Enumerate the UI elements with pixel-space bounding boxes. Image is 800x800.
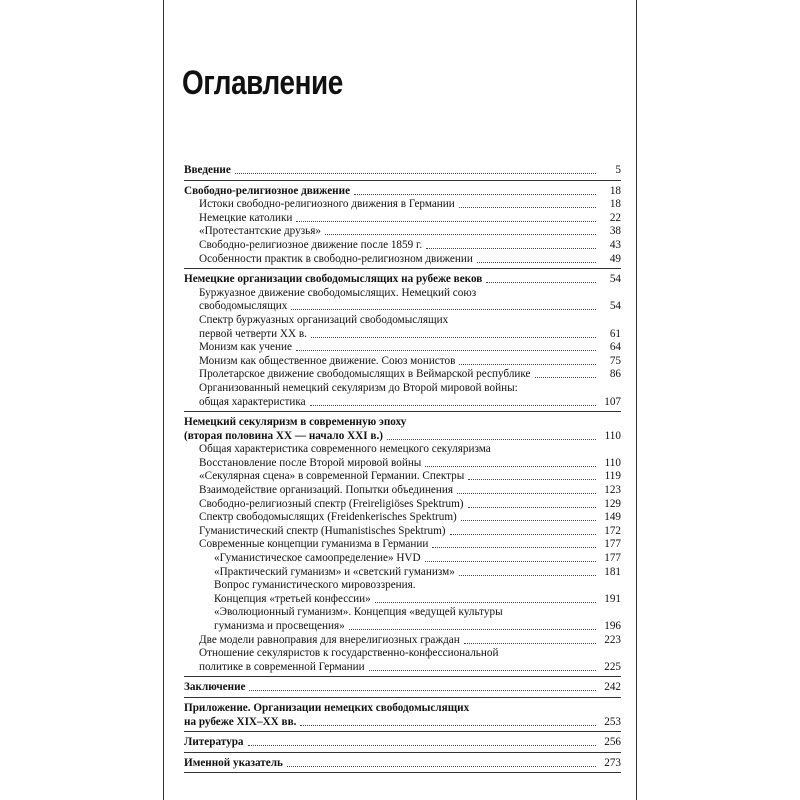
toc-page-number: 64 [609, 341, 621, 354]
dot-leader [325, 233, 596, 235]
toc-entry-line: Отношение секуляристов к государственно-конфессиональной [199, 647, 499, 660]
dot-leader [468, 478, 596, 480]
toc-entry-title: Истоки свободно-религиозного движения в Германии [199, 198, 455, 211]
toc-page-number: 75 [609, 354, 621, 367]
toc-entry-line: Организованный немецкий секуляризм до Второй мировой войны: [199, 381, 518, 394]
dot-leader [235, 172, 596, 174]
toc-entry-title: Свободно-религиозное движение после 1859 г. [199, 238, 423, 251]
toc-page-number: 18 [609, 198, 621, 211]
dot-leader [426, 247, 596, 249]
toc-page-number: 242 [604, 681, 621, 694]
toc-entry-title: «Практический гуманизм» и «светский гуманизм» [214, 565, 455, 578]
dot-leader [387, 438, 596, 440]
toc-entry-title: «Гуманистическое самоопределение» HVD [214, 552, 421, 565]
toc-subentry[interactable] [184, 300, 621, 313]
toc-page-number: 191 [604, 592, 621, 605]
toc-chapter-entry[interactable] [184, 185, 621, 198]
toc-entry-title: Свободно-религиозное движение [184, 184, 351, 197]
toc-entry-title: Концепция «третьей конфессии» [214, 592, 371, 605]
toc-subentry[interactable] [184, 253, 621, 266]
dot-leader [296, 349, 596, 351]
dot-leader [450, 533, 596, 535]
dot-leader [477, 261, 596, 263]
toc-subentry[interactable] [184, 355, 621, 368]
toc-subentry[interactable] [184, 198, 621, 211]
toc-page-number: 172 [604, 524, 621, 537]
toc-entry-title: Свободно-религиозный спектр (Freireligiöses Spektrum) [199, 497, 464, 510]
toc-entry-title: Литература [184, 736, 244, 749]
toc-page-number: 225 [604, 660, 621, 673]
toc-page-number: 38 [609, 225, 621, 238]
toc-entry-title: Две модели равноправия для внерелигиозных граждан [199, 633, 460, 646]
toc-entry-title: Общая характеристика современного немецкого секуляризма [199, 443, 491, 456]
toc-entry-title: Гуманистический спектр (Humanistisches Spektrum) [199, 524, 446, 537]
toc-chapter-entry[interactable] [184, 273, 621, 286]
toc-subentry[interactable] [184, 552, 621, 565]
toc-entry-title: Современные концепции гуманизма в Германии [199, 538, 429, 551]
toc-subentry[interactable] [184, 457, 621, 470]
toc-entry-title: на рубеже XIX–XX вв. [184, 715, 297, 728]
toc-entry-title: Восстановление после Второй мировой войны [199, 456, 422, 469]
dot-leader [461, 519, 596, 521]
dot-leader [287, 765, 596, 767]
dot-leader [459, 574, 596, 576]
toc-entry-title: Заключение [184, 681, 246, 694]
toc-entry-line: Спектр буржуазных организаций свободомыслящих [199, 313, 449, 326]
dot-leader [311, 336, 596, 338]
toc-subentry[interactable] [184, 212, 621, 225]
toc-entry-title: политике в современной Германии [199, 660, 365, 673]
dot-leader [535, 376, 596, 378]
toc-subentry[interactable] [184, 511, 621, 524]
toc-entry-line: Приложение. Организации немецких свободомыслящих [184, 701, 470, 714]
page-title: Оглавление [182, 64, 343, 102]
toc-entry-title: «Секулярная сцена» в современной Германии. Спектры [199, 470, 465, 483]
toc-subentry[interactable] [184, 396, 621, 409]
toc-entry-title: (вторая половина XX — начало XXI в.) [184, 429, 383, 442]
toc-entry-title: Спектр свободомыслящих (Freidenkerisches Spektrum) [199, 511, 457, 524]
toc-entry-line: «Эволюционный гуманизм». Концепция «ведущей культуры [214, 606, 503, 619]
toc-page-number: 177 [604, 538, 621, 551]
toc-entry-title: Взаимодействие организаций. Попытки объединения [199, 484, 454, 497]
toc-subentry[interactable] [184, 443, 621, 456]
toc-page-number: 86 [609, 368, 621, 381]
toc-section [184, 273, 621, 412]
toc-page-number: 256 [604, 736, 621, 749]
toc-section [184, 164, 621, 181]
toc-chapter-entry[interactable] [184, 164, 621, 177]
dot-leader [457, 492, 596, 494]
toc-subentry[interactable] [184, 341, 621, 354]
dot-leader [300, 724, 596, 726]
toc-subentry[interactable] [184, 368, 621, 381]
toc-subentry[interactable] [184, 470, 621, 483]
toc-page-number: 49 [609, 252, 621, 265]
toc-page-number: 110 [604, 456, 621, 469]
dot-leader [369, 669, 596, 671]
dot-leader [464, 642, 596, 644]
toc-page-number: 149 [604, 511, 621, 524]
toc-page-number: 43 [609, 238, 621, 251]
toc-subentry[interactable] [184, 239, 621, 252]
toc-entry-title: Немецкие католики [199, 211, 293, 224]
toc-subentry[interactable] [184, 593, 621, 606]
toc-page-number: 5 [615, 164, 621, 176]
dot-leader [291, 308, 596, 310]
dot-leader [468, 506, 596, 508]
toc-entry-title: Именной указатель [184, 756, 283, 769]
toc-page-number: 61 [609, 327, 621, 340]
toc-entry-title: Монизм как общественное движение. Союз монистов [199, 354, 456, 367]
toc-page-number: 22 [609, 211, 621, 224]
toc-entry-title: первой четверти XX в. [199, 327, 307, 340]
toc-entry-title: Монизм как учение [199, 341, 292, 354]
toc-chapter-entry[interactable] [184, 681, 621, 694]
toc-entry-title: Введение [184, 164, 231, 176]
toc-entry-title: Пролетарское движение свободомыслящих в Веймарской республике [199, 368, 531, 381]
toc-subentry[interactable] [184, 484, 621, 497]
dot-leader [486, 281, 596, 283]
toc-section [184, 185, 621, 270]
toc-page-number: 107 [604, 395, 621, 408]
toc-page-number: 129 [604, 497, 621, 510]
toc-chapter-entry[interactable] [184, 716, 621, 729]
toc-subentry[interactable] [184, 620, 621, 633]
dot-leader [375, 601, 596, 603]
dot-leader [349, 628, 596, 630]
dot-leader [425, 560, 596, 562]
toc-subentry[interactable] [184, 538, 621, 551]
toc-page-number: 253 [604, 715, 621, 728]
dot-leader [495, 452, 596, 453]
toc-chapter-entry[interactable] [184, 757, 621, 770]
toc-subentry[interactable] [184, 498, 621, 511]
toc-entry-line: Вопрос гуманистического мировоззрения. [214, 579, 416, 592]
toc-subentry[interactable] [184, 525, 621, 538]
dot-leader [459, 363, 596, 365]
toc-chapter-entry[interactable] [184, 430, 621, 443]
toc-section [184, 702, 621, 732]
dot-leader [249, 689, 596, 691]
toc-subentry[interactable] [184, 634, 621, 647]
dot-leader [459, 206, 596, 208]
toc-page-number: 273 [604, 756, 621, 769]
toc-subentry[interactable] [184, 566, 621, 579]
toc-page-number: 181 [604, 565, 621, 578]
toc-entry-title: «Протестантские друзья» [199, 225, 321, 238]
toc-section [184, 416, 621, 677]
toc-entry-title: гуманизма и просвещения» [214, 620, 345, 632]
dot-leader [432, 546, 596, 548]
dot-leader [248, 744, 596, 746]
toc-entry-line: Буржуазное движение свободомыслящих. Немецкий союз [199, 286, 477, 299]
dot-leader [354, 193, 596, 195]
toc-subentry[interactable] [184, 661, 621, 674]
dot-leader [296, 220, 596, 222]
toc-page-number: 110 [604, 429, 621, 442]
toc-section [184, 681, 621, 698]
toc-page-number: 196 [604, 620, 621, 632]
toc-section [184, 736, 621, 753]
toc-entry-title: общая характеристика [199, 395, 306, 408]
toc-page-number: 18 [609, 184, 621, 197]
toc-page-number: 223 [604, 633, 621, 646]
toc-entry-line: Немецкий секуляризм в современную эпоху [184, 416, 407, 429]
toc-page-number: 54 [609, 273, 621, 286]
toc-section [184, 757, 621, 774]
toc-page-number: 119 [604, 470, 621, 483]
toc-entry-title: Особенности практик в свободно-религиозном движении [199, 252, 473, 265]
toc-subentry[interactable] [184, 225, 621, 238]
toc-page-number: 123 [604, 484, 621, 497]
toc-page-number: 177 [604, 552, 621, 565]
toc-subentry[interactable] [184, 328, 621, 341]
toc-entry-title: Немецкие организации свободомыслящих на рубеже веков [184, 273, 483, 286]
toc-entry-title: свободомыслящих [199, 300, 288, 313]
dot-leader [425, 465, 596, 467]
toc-chapter-entry[interactable] [184, 736, 621, 749]
toc-page-number: 54 [609, 300, 621, 313]
table-of-contents [184, 164, 621, 777]
dot-leader [310, 404, 596, 406]
